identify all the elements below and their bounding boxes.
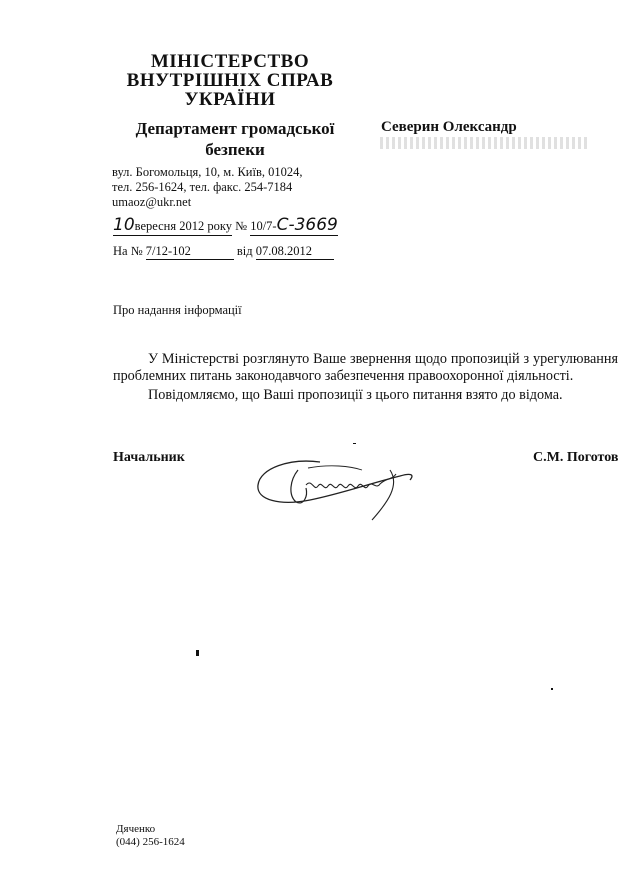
in-reply-number: 7/12-102: [146, 244, 234, 260]
body-paragraph: Повідомляємо, що Ваші пропозиції з цього питання взято до відома.: [148, 387, 563, 403]
address-line: тел. 256-1624, тел. факс. 254-7184: [112, 180, 293, 194]
body-paragraph: У Міністерстві розглянуто Ваше звернення щодо пропозицій з урегулювання проблемних питань законодавчого забезпечення правоохоронної діяльності.: [113, 351, 618, 384]
in-reply-date: 07.08.2012: [256, 244, 334, 260]
department-line: безпеки: [205, 140, 265, 159]
from-label: від: [236, 244, 253, 258]
department-line: Департамент громадської: [135, 119, 335, 138]
email: umaoz@ukr.net: [112, 195, 192, 209]
scan-speck: [353, 443, 356, 444]
number-prefix: 10/7-: [250, 219, 277, 233]
number-handwritten: С-3669: [276, 215, 338, 235]
signatory-name: С.М. Поготов: [533, 450, 619, 465]
letter-subject: Про надання інформації: [113, 303, 242, 317]
recipient-address-redacted: [380, 137, 588, 149]
ministry-line: ВНУТРІШНІХ СПРАВ: [126, 70, 334, 91]
handwritten-signature: [250, 440, 430, 525]
letter-number: [250, 215, 338, 236]
letter-body: [113, 351, 618, 404]
ministry-line: МІНІСТЕРСТВО: [150, 51, 310, 72]
sender-address: [112, 165, 302, 210]
ministry-name: [100, 52, 360, 109]
outgoing-reference: [113, 215, 338, 236]
date-day-handwritten: 10: [113, 215, 135, 235]
department-name: [110, 118, 360, 160]
in-reply-label: На №: [113, 244, 143, 258]
ministry-line: УКРАЇНИ: [184, 89, 276, 110]
executor-info: [116, 823, 185, 849]
signatory-title: Начальник: [113, 450, 185, 465]
number-label: №: [235, 219, 248, 233]
recipient-name: Северин Олександр: [381, 119, 517, 135]
date-text: вересня 2012 року: [134, 219, 233, 233]
executor-phone: (044) 256-1624: [116, 836, 185, 848]
address-line: вул. Богомольця, 10, м. Київ, 01024,: [112, 165, 303, 179]
incoming-reference: [113, 244, 334, 260]
scan-speck: [196, 650, 199, 656]
letter-date: [113, 215, 232, 236]
scan-speck: [551, 688, 553, 690]
executor-name: Дяченко: [116, 823, 156, 835]
